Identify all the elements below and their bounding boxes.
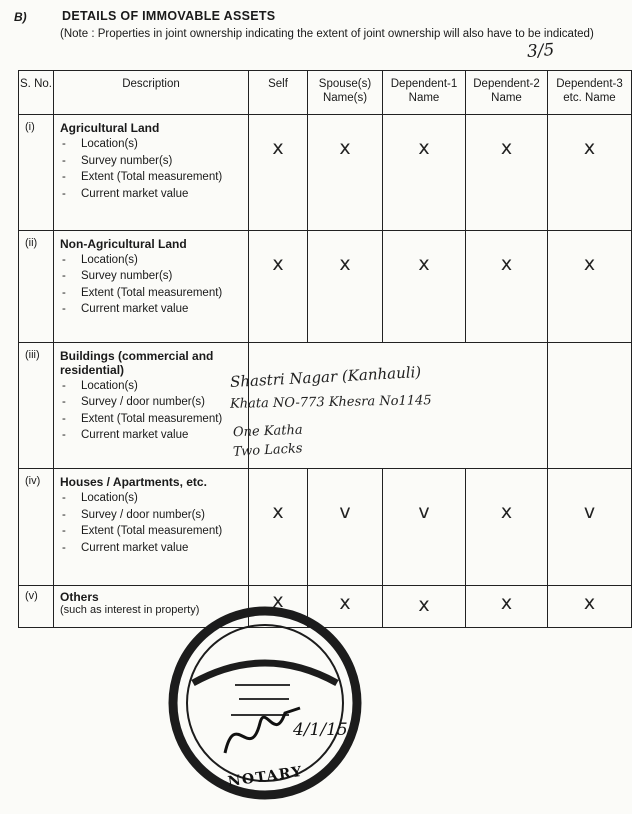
row-description bbox=[54, 469, 249, 585]
handwritten-mark: x bbox=[272, 589, 284, 612]
row-description bbox=[54, 115, 249, 230]
handwritten-mark: x bbox=[500, 501, 513, 524]
col-header-sno: S. No. bbox=[19, 71, 54, 115]
table-row bbox=[19, 115, 632, 230]
col-header-self: Self bbox=[249, 71, 308, 115]
handwritten-mark: v bbox=[583, 501, 596, 524]
sub-item: - Location(s) bbox=[60, 254, 244, 268]
row-sno: (iv) bbox=[19, 469, 54, 585]
cell-dependent-1 bbox=[383, 230, 466, 342]
sub-item: - Current market value bbox=[60, 429, 244, 443]
handwritten-mark: x bbox=[500, 591, 513, 614]
handwritten-mark: x bbox=[272, 137, 284, 160]
sub-item: - Survey number(s) bbox=[60, 155, 244, 169]
sub-item: - Extent (Total measurement) bbox=[60, 413, 244, 427]
row-sno: (ii) bbox=[19, 230, 54, 342]
col-header-dependent-3: Dependent-3 etc. Name bbox=[548, 71, 632, 115]
cell-self bbox=[249, 115, 308, 230]
row-description bbox=[54, 342, 249, 468]
stamp-notary-text: NOTARY bbox=[226, 763, 305, 791]
cell-spouse bbox=[308, 115, 383, 230]
table-row bbox=[19, 469, 632, 585]
handwritten-mark: x bbox=[583, 252, 596, 275]
col-header-dependent-1: Dependent-1 Name bbox=[383, 71, 466, 115]
cell-dependent-3 bbox=[548, 115, 632, 230]
row-sno: (v) bbox=[19, 585, 54, 627]
sub-item: - Location(s) bbox=[60, 138, 244, 152]
sub-item: - Location(s) bbox=[60, 380, 244, 394]
stamp-outer-ring bbox=[173, 611, 357, 795]
sub-item: - Extent (Total measurement) bbox=[60, 171, 244, 185]
assets-table bbox=[18, 70, 632, 628]
handwritten-survey: Khata NO-773 Khesra No1145 bbox=[229, 393, 432, 412]
row-sno: (iii) bbox=[19, 342, 54, 468]
handwritten-mark: x bbox=[583, 137, 596, 160]
sub-item: - Survey number(s) bbox=[60, 270, 244, 284]
sub-item: - Current market value bbox=[60, 188, 244, 202]
cell-dependent-1 bbox=[383, 585, 466, 627]
cell-dependent-3 bbox=[548, 585, 632, 627]
sub-item: - Extent (Total measurement) bbox=[60, 525, 244, 539]
section-title: DETAILS OF IMMOVABLE ASSETS bbox=[62, 9, 276, 23]
cell-dependent-3 bbox=[548, 342, 632, 468]
sub-item: - Extent (Total measurement) bbox=[60, 287, 244, 301]
handwritten-value: Two Lacks bbox=[232, 441, 303, 460]
handwritten-mark: x bbox=[418, 252, 430, 275]
handwritten-mark: x bbox=[500, 252, 513, 275]
cell-spouse bbox=[308, 469, 383, 585]
handwritten-mark: x bbox=[272, 501, 284, 524]
col-header-dependent-2: Dependent-2 Name bbox=[466, 71, 548, 115]
cell-dependent-2 bbox=[466, 115, 548, 230]
table-row bbox=[19, 230, 632, 342]
handwritten-mark: x bbox=[500, 137, 513, 160]
notary-stamp bbox=[165, 603, 365, 803]
table-header-row bbox=[19, 71, 632, 115]
sub-item: - Current market value bbox=[60, 303, 244, 317]
cell-self bbox=[249, 469, 308, 585]
sub-item: (such as interest in property) bbox=[60, 603, 200, 616]
sub-item: - Survey / door number(s) bbox=[60, 396, 244, 410]
handwritten-mark: x bbox=[418, 593, 430, 616]
category-label: Non-Agricultural Land bbox=[60, 236, 187, 251]
stamp-date: 4/1/15 bbox=[293, 720, 348, 740]
cell-dependent-2 bbox=[466, 585, 548, 627]
row-sno: (i) bbox=[19, 115, 54, 230]
handwritten-extent: One Katha bbox=[232, 422, 303, 441]
handwritten-mark: x bbox=[272, 252, 284, 275]
cell-dependent-3 bbox=[548, 230, 632, 342]
cell-dependent-2 bbox=[466, 342, 548, 468]
col-header-description: Description bbox=[54, 71, 249, 115]
handwritten-mark: x bbox=[339, 137, 351, 160]
ownership-note: (Note : Properties in joint ownership indicating the extent of joint ownership will also have to be indicated) bbox=[60, 28, 594, 40]
handwritten-mark: x bbox=[339, 252, 351, 275]
cell-dependent-1 bbox=[383, 469, 466, 585]
cell-spouse bbox=[308, 230, 383, 342]
cell-dependent-2 bbox=[466, 469, 548, 585]
col-header-spouse: Spouse(s) Name(s) bbox=[308, 71, 383, 115]
cell-self bbox=[249, 230, 308, 342]
handwritten-location: Shastri Nagar (Kanhauli) bbox=[229, 363, 422, 391]
sub-item: - Current market value bbox=[60, 542, 244, 556]
stamp-inner-lines bbox=[231, 685, 290, 715]
category-label: Houses / Apartments, etc. bbox=[60, 475, 207, 490]
category-label: Agricultural Land bbox=[60, 121, 160, 136]
sub-item: - Survey / door number(s) bbox=[60, 509, 244, 523]
handwritten-mark: v bbox=[339, 501, 351, 524]
row-description bbox=[54, 230, 249, 342]
handwritten-mark: x bbox=[339, 591, 351, 614]
cell-dependent-1 bbox=[383, 115, 466, 230]
section-marker: B) bbox=[14, 10, 27, 24]
stamp-inner-ring bbox=[187, 625, 343, 781]
page-number: 3/5 bbox=[526, 40, 556, 62]
stamp-top-band bbox=[193, 663, 337, 683]
cell-dependent-2 bbox=[466, 230, 548, 342]
handwritten-mark: v bbox=[418, 501, 430, 524]
category-label: Buildings (commercial and residential) bbox=[60, 348, 214, 377]
handwritten-mark: x bbox=[418, 137, 430, 160]
category-label: Others bbox=[60, 589, 99, 604]
handwritten-mark: x bbox=[583, 591, 596, 614]
cell-dependent-3 bbox=[548, 469, 632, 585]
sub-item: - Location(s) bbox=[60, 492, 244, 506]
